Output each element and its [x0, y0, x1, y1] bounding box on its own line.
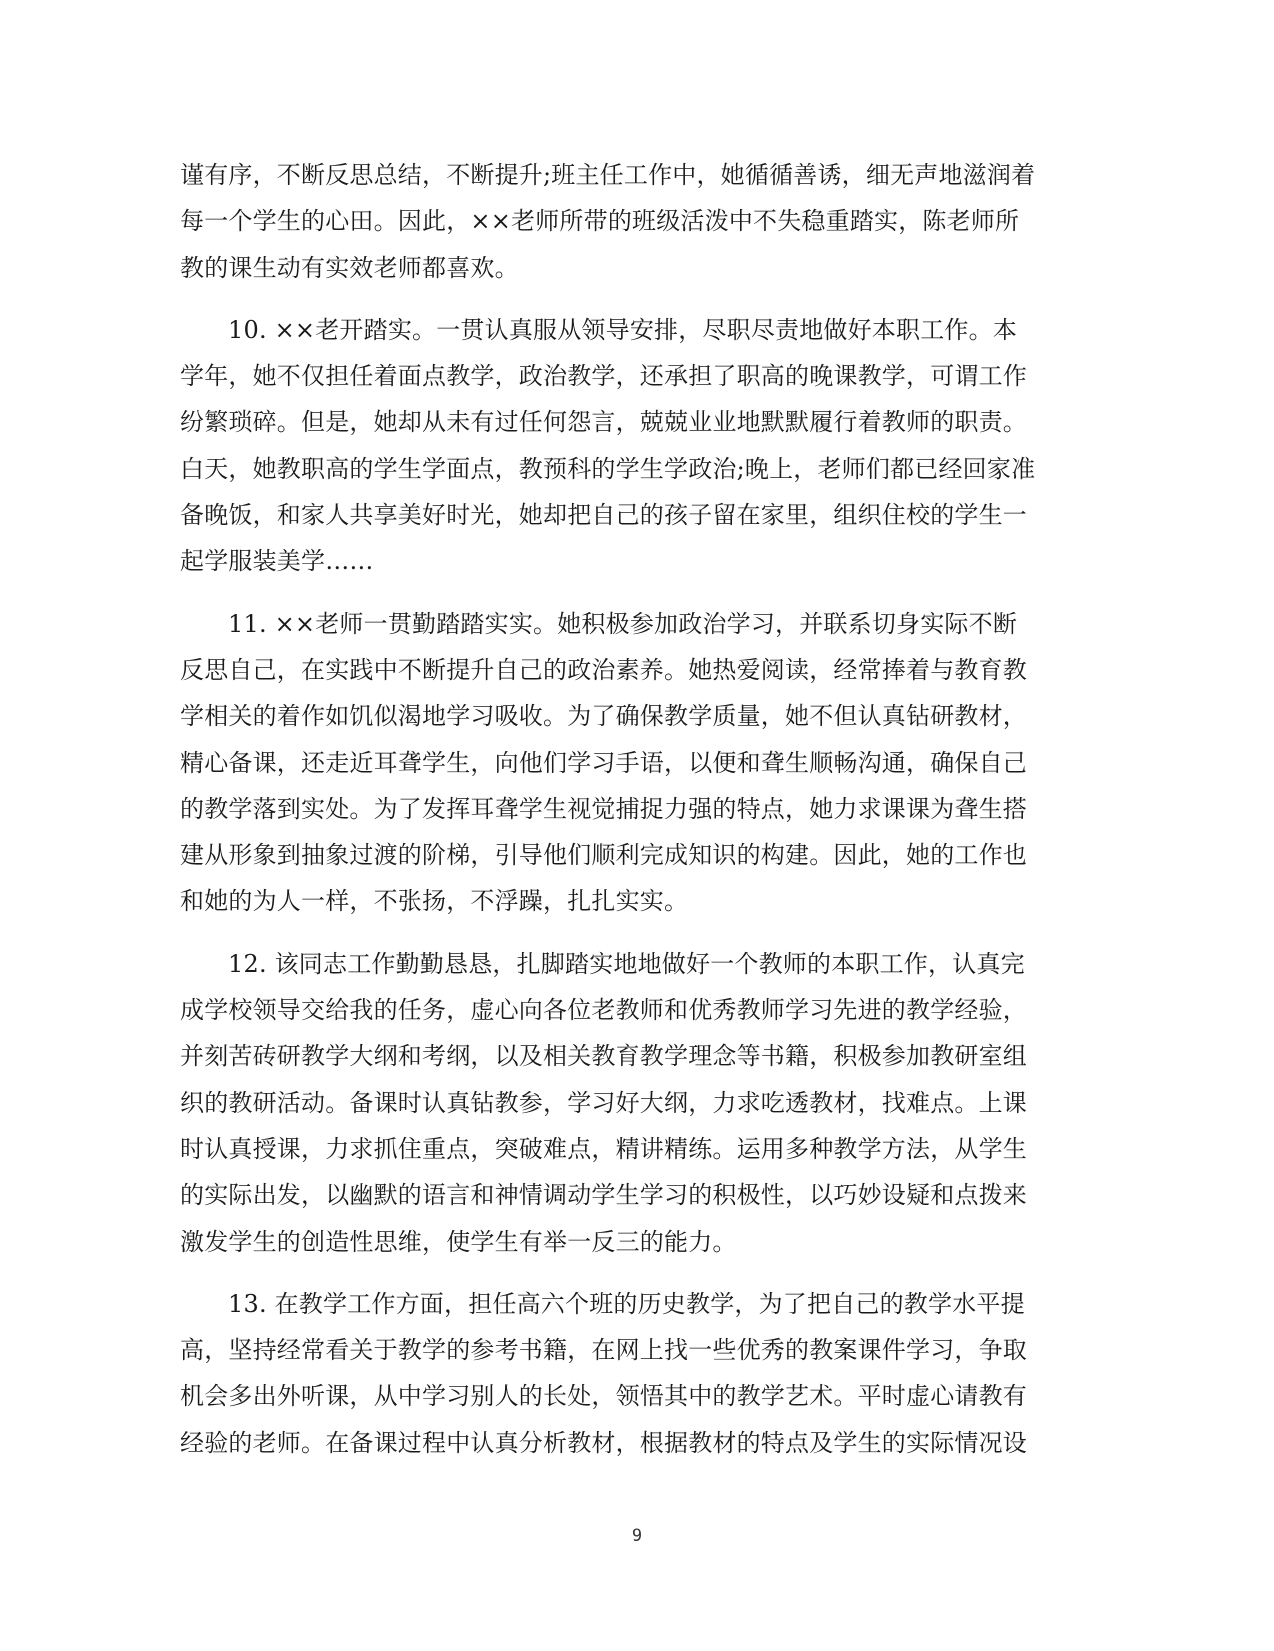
text-line: 高，坚持经常看关于教学的参考书籍，在网上找一些优秀的教案课件学习，争取 — [180, 1336, 1027, 1365]
page-number: 9 — [631, 1526, 643, 1546]
text-line: 起学服装美学…… — [180, 547, 374, 576]
text-line: 纷繁琐碎。但是，她却从未有过任何怨言，兢兢业业地默默履行着教师的职责。 — [180, 408, 1027, 437]
text-line: 的实际出发，以幽默的语言和神情调动学生学习的积极性，以巧妙设疑和点拨来 — [180, 1181, 1027, 1210]
text-line: 13. 在教学工作方面，担任高六个班的历史教学，为了把自己的教学水平提 — [228, 1289, 1025, 1318]
text-line: 10. ××老开踏实。一贯认真服从领导安排，尽职尽责地做好本职工作。本 — [228, 315, 1018, 344]
text-line: 并刻苦砖研教学大纲和考纲，以及相关教育教学理念等书籍，积极参加教研室组 — [180, 1042, 1027, 1071]
text-line: 精心备课，还走近耳聋学生，向他们学习手语，以便和聋生顺畅沟通，确保自己 — [180, 748, 1027, 777]
text-line: 成学校领导交给我的任务，虚心向各位老教师和优秀教师学习先进的教学经验， — [180, 996, 1027, 1025]
text-line: 织的教研活动。备课时认真钻教参，学习好大纲，力求吃透教材，找难点。上课 — [180, 1088, 1027, 1117]
text-line: 和她的为人一样，不张扬，不浮躁，扎扎实实。 — [180, 887, 689, 916]
paragraph — [180, 152, 1036, 291]
paragraph — [180, 307, 1036, 585]
text-line: 学相关的着作如饥似渴地学习吸收。为了确保教学质量，她不但认真钻研教材， — [180, 702, 1027, 731]
text-line: 11. ××老师一贯勤踏踏实实。她积极参加政治学习，并联系切身实际不断 — [228, 609, 1018, 638]
text-line: 激发学生的创造性思维，使学生有举一反三的能力。 — [180, 1227, 737, 1256]
text-line: 的教学落到实处。为了发挥耳聋学生视觉捕捉力强的特点，她力求课课为聋生搭 — [180, 794, 1027, 823]
paragraph — [180, 941, 1030, 1265]
text-line: 机会多出外听课，从中学习别人的长处，领悟其中的教学艺术。平时虚心请教有 — [180, 1382, 1027, 1411]
text-line: 12. 该同志工作勤勤恳恳，扎脚踏实地地做好一个教师的本职工作，认真完 — [228, 949, 1025, 978]
text-line: 白天，她教职高的学生学面点，教预科的学生学政治;晚上，老师们都已经回家准 — [180, 454, 1036, 483]
text-line: 谨有序，不断反思总结，不断提升;班主任工作中，她循循善诱，细无声地滋润着 — [180, 161, 1036, 189]
text-line: 学年，她不仅担任着面点教学，政治教学，还承担了职高的晚课教学，可谓工作 — [180, 362, 1027, 391]
paragraph — [180, 601, 1030, 925]
text-line: 建从形象到抽象过渡的阶梯，引导他们顺利完成知识的构建。因此，她的工作也 — [180, 841, 1027, 870]
paragraph — [180, 1281, 1030, 1466]
body-text — [180, 152, 1036, 1482]
text-line: 经验的老师。在备课过程中认真分析教材，根据教材的特点及学生的实际情况设 — [180, 1428, 1027, 1457]
text-line: 教的课生动有实效老师都喜欢。 — [180, 253, 519, 282]
text-line: 反思自己，在实践中不断提升自己的政治素养。她热爱阅读，经常捧着与教育教 — [180, 655, 1027, 684]
text-line: 备晚饭，和家人共享美好时光，她却把自己的孩子留在家里，组织住校的学生一 — [180, 501, 1027, 530]
text-line: 时认真授课，力求抓住重点，突破难点，精讲精练。运用多种教学方法，从学生 — [180, 1134, 1027, 1163]
text-line: 每一个学生的心田。因此，××老师所带的班级活泼中不失稳重踏实，陈老师所 — [180, 207, 1020, 236]
